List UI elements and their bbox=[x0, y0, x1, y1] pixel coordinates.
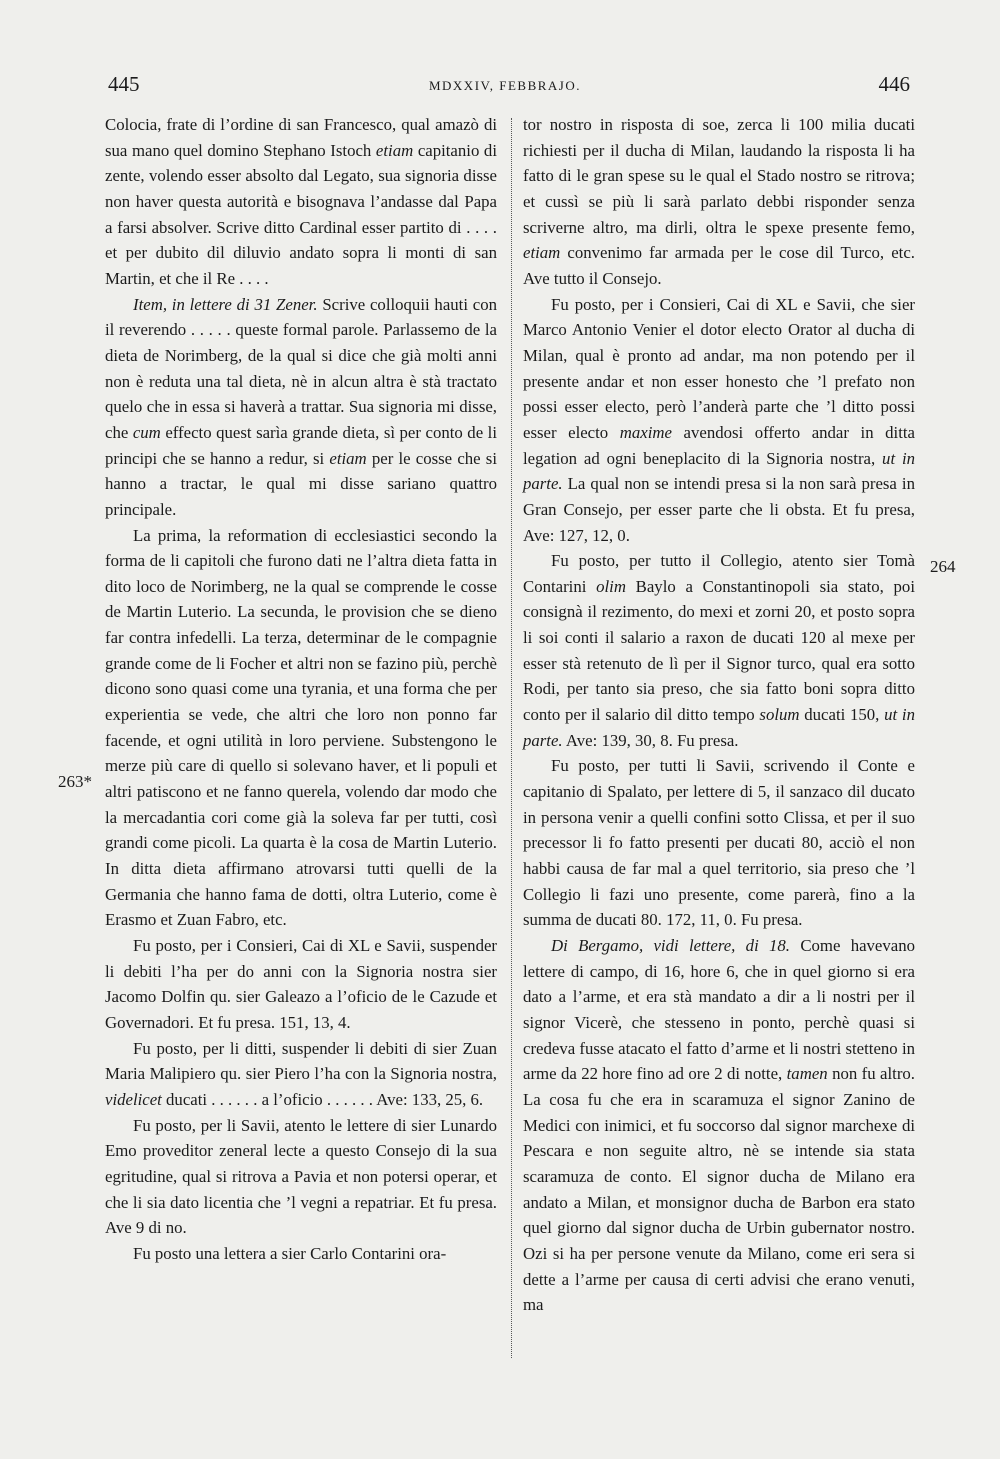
text-run: non fu altro. La cosa fu che era in scaramuza el signor Zanino de Medici con inimici, et fu soccorso dal signor marchexe di Pescara e non seguite altro, nè se intende sia stata scaramuza de conto. El signor ducha de Milano era andato a Milan, et monsignor ducha de Barbon era stato quel giorno dal signor ducha de Urbin gubernator nostro. Ozi si ha per persone venute da Milano, come eri sera si dette a l’arme per causa di certi advisi che erano venuti, ma bbox=[523, 1064, 916, 1315]
text-run: convenimo far armada per le cose dil Turco, etc. Ave tutto il Consejo. bbox=[523, 243, 915, 288]
italic-text: ut in parte. bbox=[523, 705, 915, 750]
italic-text: etiam bbox=[375, 140, 414, 160]
paragraph bbox=[105, 1113, 497, 1241]
left-column bbox=[105, 112, 497, 1267]
page-number-right: 446 bbox=[878, 72, 910, 96]
text-run: Fu posto una lettera a sier Carlo Contarini ora- bbox=[133, 1243, 447, 1263]
margin-folio-right: 264 bbox=[930, 557, 956, 576]
text-run: per le cosse che si hanno a tractar, le qual mi disse sariano quattro principale. bbox=[105, 448, 497, 519]
text-run: Baylo a Constantinopoli sia stato, poi consignà il rezimento, do mexi et zorni 20, et posto sopra li soi conti il salario a raxon de ducati 120 al mexe per esser stà retenuto de lì per il Signor turco, qual era sotto Rodi, per tanto sia preso, che sia fatto boni sopra ditto conto per il salario dil ditto tempo bbox=[523, 576, 915, 725]
text-run: La prima, la reformation di ecclesiastici secondo la forma de li capitoli che furono dati ne l’altra dieta fatta in dito loco de Norimberg, ne la qual se comprende le cosse de Martin Luterio. La secunda, le provision che se dieno far contra infedelli. La terza, determinar de le compagnie grande come de li Focher et altri non se fazino più, perchè dicono sono quasi come una tyrania, et una forma che per experientia se vede, che altri che loro non ponno far facende, et ogni utilità in loro perviene. Substengono le merze più care di quello si solevano haver, et li populi et altri patiscono et ne fanno querela, volendo dar modo che la mercadantia cori come già la soleva far per tutti, così grandi come picoli. La quarta è la cosa de Martin Luterio. In ditta dieta affirmano atrovarsi tutti quelli de la Germania che hanno fama de dotti, oltra Luterio, come è Erasmo et Zuan Fabro, etc. bbox=[105, 525, 497, 930]
paragraph bbox=[105, 523, 497, 934]
italic-text: olim bbox=[596, 576, 626, 596]
paragraph bbox=[523, 933, 915, 1318]
text-run: Come havevano lettere di campo, di 16, hore 6, che in quel giorno si era dato a l’arme, et era stà mandato a dir a li nostri per il signor Vicerè, che stesseno in ponto, perchè quasi si credeva fusse atacato el fatto d’arme et li nostri stetteno in arme da 22 hore fino ad ore 2 di notte, bbox=[523, 936, 915, 1084]
text-run: Fu posto, per li Savii, atento le lettere di sier Lunardo Emo proveditor zeneral lecte a questo Consejo di la sua egritudine, qual si ritrova a Pavia et non potersi operar, et che li sia dato licentia che ’l vegni a repatriar. Et fu presa. Ave 9 di no. bbox=[105, 1115, 497, 1238]
italic-text: tamen bbox=[786, 1064, 828, 1084]
paragraph bbox=[105, 292, 497, 523]
text-run: Fu posto, per i Consieri, Cai di XL e Savii, suspender li debiti l’ha per do anni con la Signoria nostra sier Jacomo Dolfin qu. sier Galeazo a l’oficio de le Cazude et Governadori. Et fu presa. 151, 13, 4. bbox=[105, 936, 497, 1032]
paragraph bbox=[523, 548, 915, 753]
text-run: avendosi offerto andar in ditta legation ad ogni beneplacito di la Signoria nostra, bbox=[523, 422, 915, 468]
paragraph bbox=[105, 1036, 497, 1113]
italic-text: ut in parte. bbox=[523, 448, 915, 494]
italic-text: solum bbox=[759, 705, 800, 725]
text-run: ducati 150, bbox=[799, 705, 885, 725]
text-run: Scrive colloquii hauti con il reverendo . . . . . queste formal parole. Parlassemo de la dieta de Norimberg, de la qual si dice che già molti anni non è reduta una tal dieta, nè in alcun altra è stà tractato quelo che in essa si haverà a trattar. Sua signoria mi disse, che bbox=[105, 294, 497, 442]
text-run: Fu posto, per tutti li Savii, scrivendo il Conte e capitanio di Spalato, per lettere di 5, il sanzaco dil ducato in persona venir a quelli confini sotto Clissa, et per il suo precessor li fo fatto presenti per ducati 80, acciò el non habbi causa de far mal a quel territorio, sia preso che ’l Collegio li fazi uno presente, come parerà, fino a la summa de ducati 80. 172, 11, 0. Fu presa. bbox=[523, 756, 915, 930]
italic-text: cum bbox=[132, 422, 161, 442]
text-run: capitanio di zente, volendo esser absolto dal Legato, sua signoria disse non haver questa autorità e bisognava l’andasse dal Papa a farsi absolver. Scrive ditto Cardinal esser partito di . . . . et per dubito dil diluvio andato sopra li monti di san Martin, et che il Re . . . . bbox=[105, 140, 497, 288]
paragraph bbox=[105, 1241, 497, 1267]
margin-folio-left: 263* bbox=[58, 772, 92, 791]
italic-text: Di Bergamo, vidi lettere, di 18. bbox=[551, 936, 791, 955]
text-run: Ave: 139, 30, 8. Fu presa. bbox=[562, 730, 739, 750]
italic-text: etiam bbox=[523, 243, 561, 263]
italic-text: etiam bbox=[329, 448, 367, 468]
paragraph bbox=[105, 933, 497, 1036]
text-run: Fu posto, per i Consieri, Cai di XL e Savii, che sier Marco Antonio Venier el dotor electo Orator al ducha di Milan, qual è pronto ad andar, ma non potendo per il presente andar et non esser honesto che ’l prefato non possi esser electo, però l’anderà parte che ’l ditto possi esser electo bbox=[523, 294, 915, 442]
paragraph bbox=[105, 112, 497, 292]
text-run: ducati . . . . . . a l’oficio . . . . . . Ave: 133, 25, 6. bbox=[161, 1089, 484, 1109]
text-run: tor nostro in risposta di soe, zerca li 100 milia ducati richiesti per il ducha di Milan, laudando la risposta li ha fatto di le gran spese su le qual el Stado nostro se ritrova; et cussì se più li sarà parlato debbi risponder senza scriverne altro, ma dirli, oltra le spexe presente femo, bbox=[523, 115, 915, 237]
paragraph bbox=[523, 112, 915, 292]
text-run: effecto quest sarìa grande dieta, sì per conto de li principi che se hanno a redur, si bbox=[105, 422, 498, 468]
text-run: Colocia, frate di l’ordine di san Francesco, qual amazò di sua mano quel domino Stephano Istoch bbox=[105, 115, 497, 160]
italic-text: maxime bbox=[619, 422, 672, 442]
column-divider bbox=[511, 118, 512, 1358]
running-title: MDXXIV, FEBBRAJO. bbox=[428, 78, 582, 93]
paragraph bbox=[523, 753, 915, 933]
italic-text: videlicet bbox=[105, 1089, 162, 1109]
text-run: La qual non se intendi presa si la non sarà presa in Gran Consejo, per esser parte che li obsta. Et fu presa, Ave: 127, 12, 0. bbox=[523, 474, 915, 545]
right-column bbox=[523, 112, 915, 1318]
text-run: Fu posto, per tutto il Collegio, atento sier Tomà Contarini bbox=[523, 551, 915, 596]
text-run: Fu posto, per li ditti, suspender li debiti di sier Zuan Maria Malipiero qu. sier Piero l’ha con la Signoria nostra, bbox=[105, 1038, 497, 1084]
page-number-left: 445 bbox=[108, 72, 140, 96]
paragraph bbox=[523, 292, 915, 549]
page-header bbox=[100, 72, 910, 100]
italic-text: Item, in lettere di 31 Zener. bbox=[133, 294, 318, 314]
